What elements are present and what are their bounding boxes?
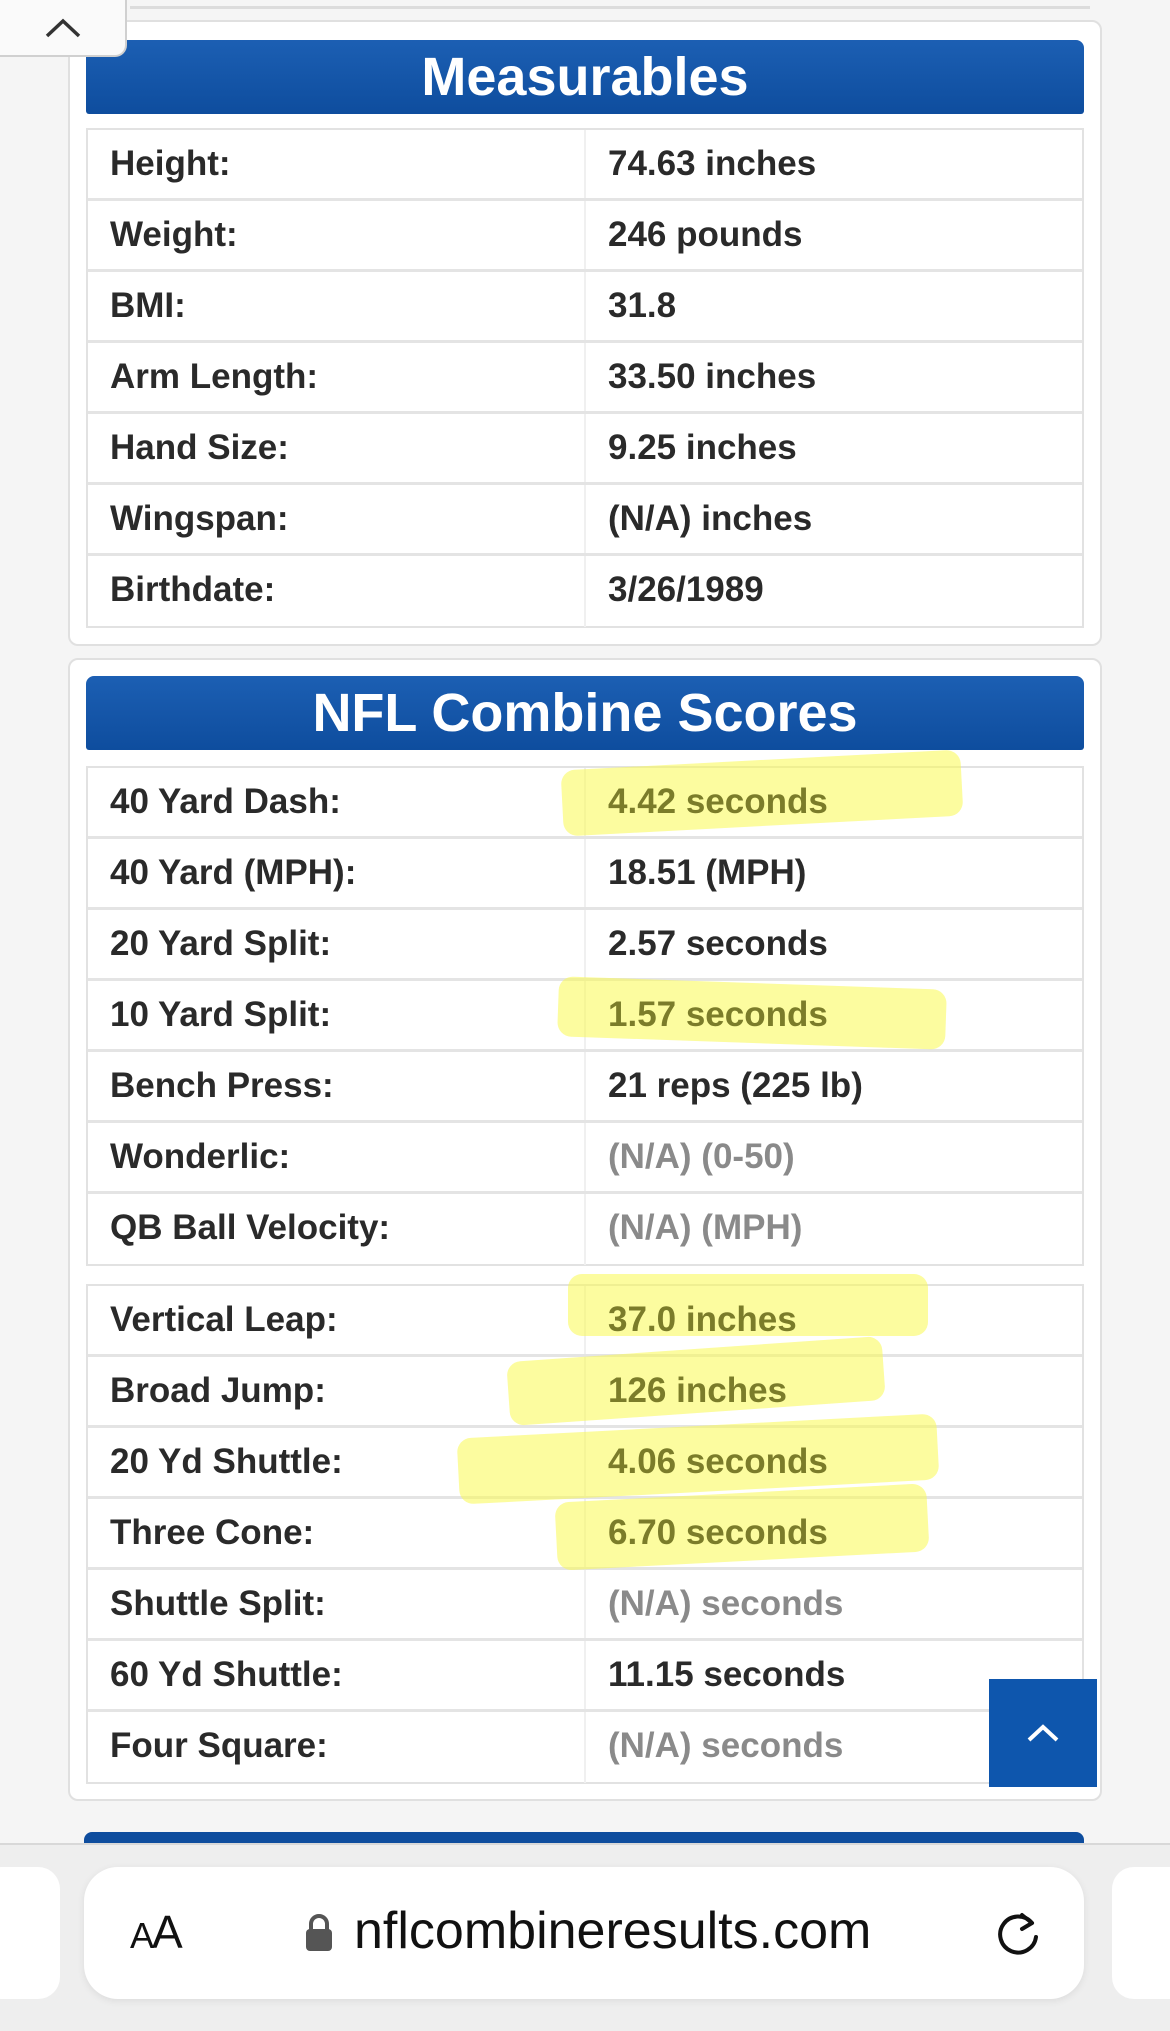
combine-table-2 [86,1284,1084,1784]
address-bar[interactable] [84,1867,1084,1999]
collapse-tab[interactable] [0,0,127,57]
row-label: 20 Yard Split: [110,924,332,963]
row-label: 10 Yard Split: [110,995,332,1034]
row-value: (N/A) (MPH) [608,1208,803,1247]
row-value: 21 reps (225 lb) [608,1066,863,1105]
chevron-up-icon [1026,1722,1060,1744]
table-row [88,910,1082,981]
row-label: BMI: [110,286,186,325]
chevron-up-icon [44,16,82,40]
row-value: (N/A) inches [608,499,813,538]
row-value: (N/A) seconds [608,1726,844,1765]
combine-table-1 [86,766,1084,1266]
row-value: (N/A) (0-50) [608,1137,795,1176]
measurables-title: Measurables [86,40,1084,114]
previous-tab-card[interactable] [0,1867,60,1999]
row-label: Vertical Leap: [110,1300,338,1339]
table-row [88,981,1082,1052]
row-label: Shuttle Split: [110,1584,326,1623]
table-row [88,1712,1082,1783]
row-label: 40 Yard (MPH): [110,853,357,892]
table-row [88,1357,1082,1428]
table-row [88,343,1082,414]
row-value: 74.63 inches [608,144,817,183]
row-label: Arm Length: [110,357,319,396]
row-value: 126 inches [608,1371,787,1410]
table-row [88,272,1082,343]
row-value: 4.06 seconds [608,1442,828,1481]
table-row [88,414,1082,485]
row-label: Three Cone: [110,1513,315,1552]
row-value: 2.57 seconds [608,924,828,963]
row-label: Wingspan: [110,499,289,538]
table-row [88,1286,1082,1357]
table-row [88,839,1082,910]
row-label: Wonderlic: [110,1137,291,1176]
row-label: Four Square: [110,1726,328,1765]
table-row [88,485,1082,556]
row-value: 33.50 inches [608,357,817,396]
lock-icon [304,1913,334,1953]
aa-small-label: A [130,1915,153,1956]
back-to-top-button[interactable] [989,1679,1097,1787]
table-row [88,1123,1082,1194]
row-value: 6.70 seconds [608,1513,828,1552]
table-row [88,130,1082,201]
row-label: Bench Press: [110,1066,334,1105]
table-row [88,1052,1082,1123]
table-row [88,1641,1082,1712]
row-label: 20 Yd Shuttle: [110,1442,343,1481]
text-size-button[interactable] [130,1905,181,1959]
row-label: Hand Size: [110,428,289,467]
combine-title: NFL Combine Scores [86,676,1084,750]
next-tab-card[interactable] [1112,1867,1170,1999]
row-label: 60 Yd Shuttle: [110,1655,343,1694]
row-value: 31.8 [608,286,677,325]
row-value: 37.0 inches [608,1300,797,1339]
url-text: nflcombineresults.com [354,1902,872,1960]
row-value: 1.57 seconds [608,995,828,1034]
row-label: 40 Yard Dash: [110,782,341,821]
row-label: QB Ball Velocity: [110,1208,391,1247]
measurables-table [86,128,1084,628]
table-row [88,1570,1082,1641]
browser-toolbar [0,1843,1170,2031]
reload-icon[interactable] [992,1907,1044,1959]
row-label: Birthdate: [110,570,276,609]
measurables-panel [68,20,1102,646]
row-label: Weight: [110,215,238,254]
table-row [88,768,1082,839]
combine-panel [68,658,1102,1801]
table-row [88,1194,1082,1265]
table-row [88,1499,1082,1570]
row-value: 4.42 seconds [608,782,828,821]
aa-big-label: A [152,1906,181,1958]
row-value: 3/26/1989 [608,570,764,609]
divider [130,6,1090,9]
row-value: 11.15 seconds [608,1655,846,1694]
row-value: 246 pounds [608,215,803,254]
row-value: 9.25 inches [608,428,797,467]
table-row [88,556,1082,627]
row-label: Broad Jump: [110,1371,326,1410]
row-value: 18.51 (MPH) [608,853,807,892]
table-row [88,201,1082,272]
row-label: Height: [110,144,231,183]
row-value: (N/A) seconds [608,1584,844,1623]
table-row [88,1428,1082,1499]
